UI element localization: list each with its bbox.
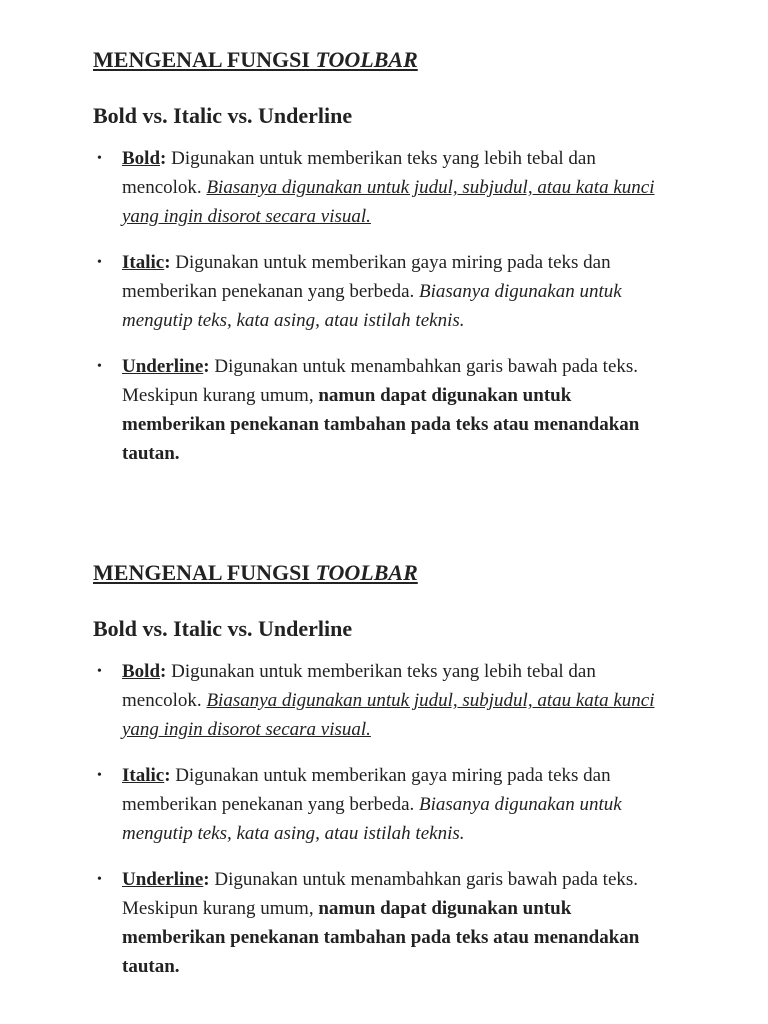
section-title-emphasis: TOOLBAR [315, 47, 418, 72]
item-emphasis: namun dapat digunakan untuk memberikan penekanan tambahan pada teks atau menandakan tautan. [122, 898, 640, 977]
section-title: MENGENAL FUNGSI TOOLBAR [93, 47, 418, 72]
item-colon: : [203, 869, 210, 890]
item-colon: : [160, 148, 167, 169]
section-title-emphasis: TOOLBAR [315, 560, 418, 585]
list-item [93, 248, 673, 335]
formatting-list [93, 657, 673, 981]
item-description: Digunakan untuk memberikan teks yang lebih tebal dan mencolok. [122, 148, 596, 198]
list-item [93, 761, 673, 848]
item-term: Underline [122, 869, 204, 890]
toolbar-section [93, 557, 673, 998]
item-description: Digunakan untuk menambahkan garis bawah pada teks. Meskipun kurang umum, [122, 869, 639, 919]
item-description: Digunakan untuk memberikan teks yang lebih tebal dan mencolok. [122, 661, 596, 711]
item-colon: : [203, 356, 210, 377]
item-term: Bold [122, 661, 161, 682]
item-emphasis: namun dapat digunakan untuk memberikan penekanan tambahan pada teks atau menandakan tautan. [122, 385, 640, 464]
item-description: Digunakan untuk memberikan gaya miring pada teks dan memberikan penekanan yang berbeda. [122, 252, 611, 302]
item-term: Underline [122, 356, 204, 377]
section-title: MENGENAL FUNGSI TOOLBAR [93, 560, 418, 585]
item-colon: : [164, 252, 171, 273]
item-emphasis: Biasanya digunakan untuk judul, subjudul, atau kata kunci yang ingin disorot secara visual. [122, 690, 655, 740]
list-item [93, 865, 673, 981]
item-term: Bold [122, 148, 161, 169]
item-colon: : [160, 661, 167, 682]
bullet-icon: • [97, 872, 102, 887]
bullet-icon: • [97, 359, 102, 374]
item-term: Italic [122, 765, 165, 786]
bullet-icon: • [97, 151, 102, 166]
formatting-list [93, 144, 673, 468]
bullet-icon: • [97, 768, 102, 783]
item-description: Digunakan untuk memberikan gaya miring pada teks dan memberikan penekanan yang berbeda. [122, 765, 611, 815]
bullet-icon: • [97, 664, 102, 679]
item-description: Digunakan untuk menambahkan garis bawah pada teks. Meskipun kurang umum, [122, 356, 639, 406]
list-item [93, 657, 673, 744]
list-item [93, 144, 673, 231]
item-emphasis: Biasanya digunakan untuk judul, subjudul, atau kata kunci yang ingin disorot secara visual. [122, 177, 655, 227]
section-subtitle: Bold vs. Italic vs. Underline [93, 616, 353, 641]
toolbar-section [93, 44, 673, 485]
item-term: Italic [122, 252, 165, 273]
item-emphasis: Biasanya digunakan untuk mengutip teks, kata asing, atau istilah teknis. [122, 281, 622, 331]
section-subtitle: Bold vs. Italic vs. Underline [93, 103, 353, 128]
item-emphasis: Biasanya digunakan untuk mengutip teks, kata asing, atau istilah teknis. [122, 794, 622, 844]
item-colon: : [164, 765, 171, 786]
bullet-icon: • [97, 255, 102, 270]
list-item [93, 352, 673, 468]
